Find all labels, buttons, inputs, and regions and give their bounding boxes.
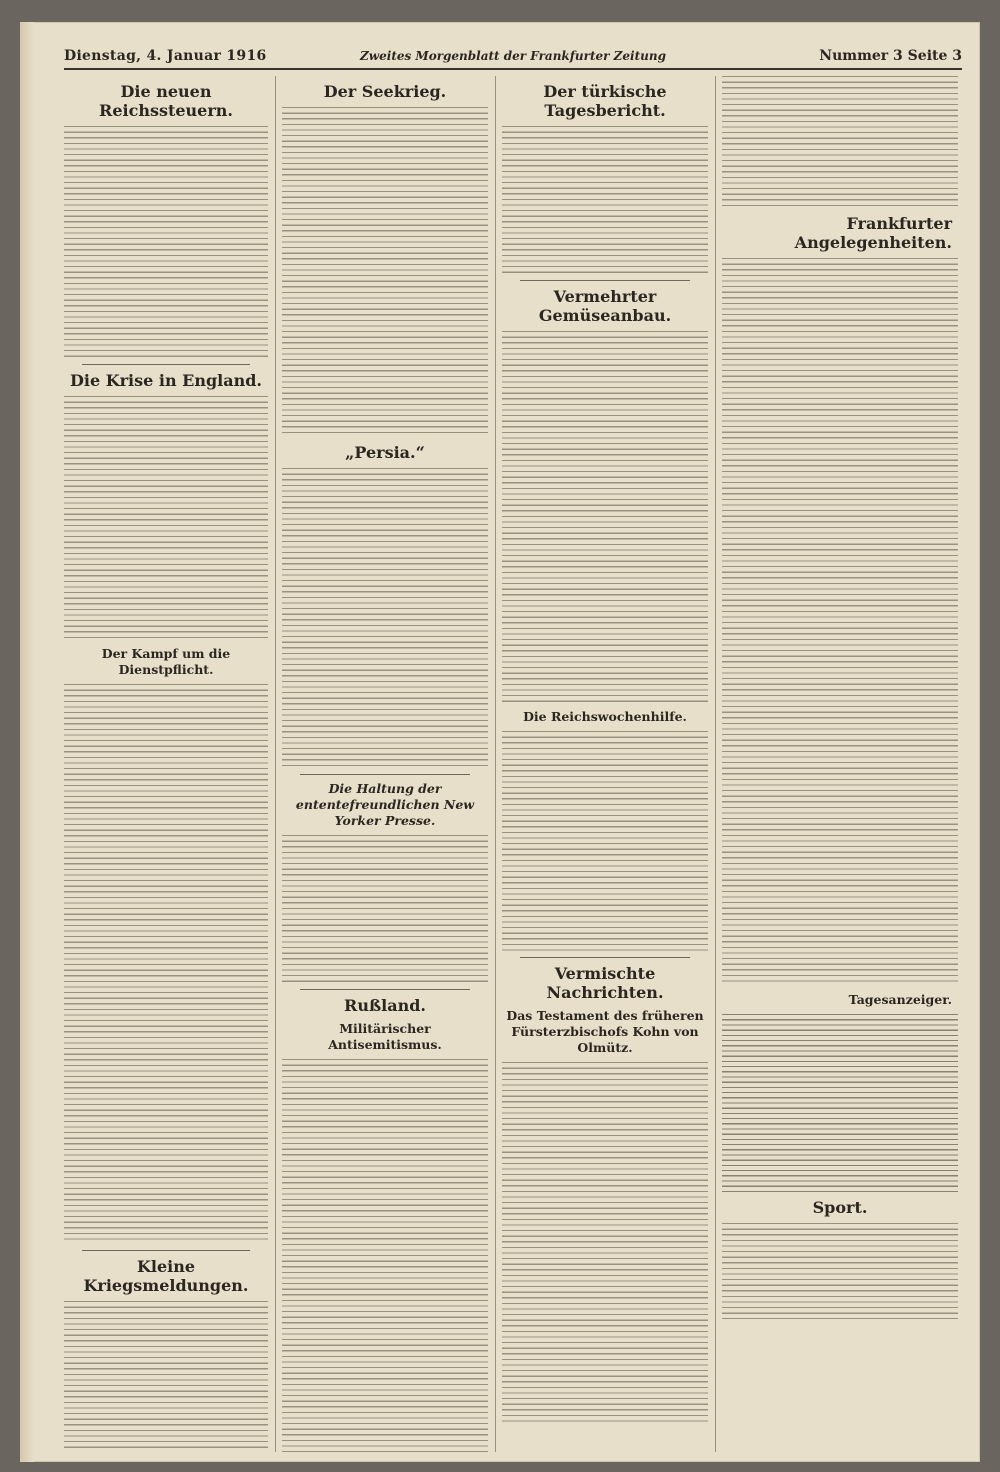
issue-number: Nummer 3 Seite 3 <box>819 48 962 64</box>
article-body <box>282 468 488 768</box>
article-headline: Kleine Kriegsmeldungen. <box>83 1257 249 1295</box>
column-2 <box>282 76 488 1452</box>
article-body <box>64 396 268 640</box>
article-body <box>502 731 708 951</box>
article-headline: Der Seekrieg. <box>323 82 447 101</box>
column-3 <box>502 76 708 1452</box>
article-headline: Der Kampf um die Dienstpflicht. <box>101 646 231 677</box>
article-headline: Das Testament des früheren Fürsterzbischofs Kohn von Olmütz. <box>506 1008 704 1055</box>
column-4 <box>722 76 958 1452</box>
article-headline: Der türkische Tagesbericht. <box>543 82 667 120</box>
article-body <box>722 258 958 986</box>
article-headline: Die Krise in England. <box>69 371 262 390</box>
article-headline: Vermehrter Gemüseanbau. <box>538 287 672 325</box>
article-body <box>282 835 488 983</box>
article-body <box>502 1062 708 1422</box>
article-headline: Die neuen Reichssteuern. <box>99 82 233 120</box>
paper-title: Zweites Morgenblatt der Frankfurter Zeitung <box>360 49 666 63</box>
article-headline: Militärischer Antisemitismus. <box>328 1021 442 1052</box>
article-body <box>64 1301 268 1452</box>
column-1 <box>64 76 268 1452</box>
masthead <box>64 44 962 70</box>
divider <box>300 774 470 775</box>
column-rule <box>495 76 496 1452</box>
article-headline: Tagesanzeiger. <box>848 992 952 1007</box>
divider <box>520 957 690 958</box>
article-body <box>502 331 708 703</box>
article-body <box>64 684 268 1244</box>
article-body <box>722 1223 958 1319</box>
article-headline: Die Reichswochenhilfe. <box>523 709 687 724</box>
article-headline: „Persia.“ <box>345 443 425 462</box>
article-body <box>64 126 268 358</box>
article-body <box>282 107 488 437</box>
divider <box>520 280 690 281</box>
newspaper-page <box>20 22 980 1462</box>
article-headline: Frankfurter Angelegenheiten. <box>794 214 952 252</box>
article-headline: Vermischte Nachrichten. <box>546 964 664 1002</box>
article-body <box>282 1059 488 1452</box>
listing-block <box>722 1014 958 1192</box>
article-body <box>722 76 958 208</box>
article-body <box>502 126 708 274</box>
page-spine <box>20 22 34 1462</box>
article-headline: Sport. <box>812 1198 868 1217</box>
divider <box>82 364 250 365</box>
issue-date: Dienstag, 4. Januar 1916 <box>64 48 267 64</box>
article-headline: Rußland. <box>344 996 426 1015</box>
column-rule <box>715 76 716 1452</box>
article-headline: Die Haltung der ententefreundlichen New Yorker Presse. <box>295 781 475 828</box>
divider <box>82 1250 250 1251</box>
column-rule <box>275 76 276 1452</box>
divider <box>300 989 470 990</box>
